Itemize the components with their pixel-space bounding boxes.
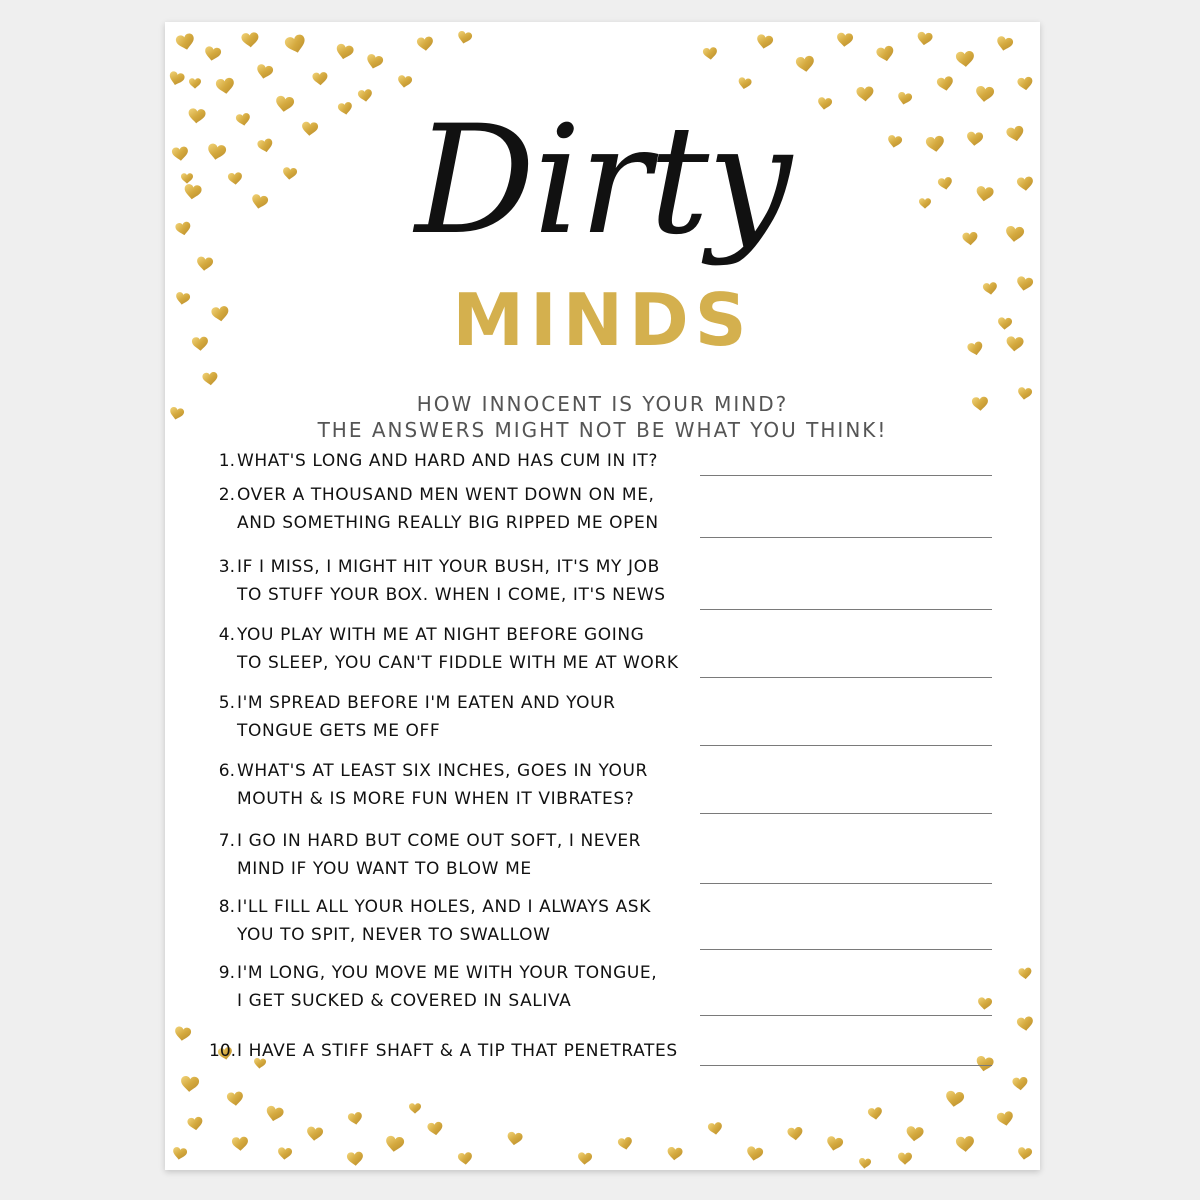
question-text-line: TO STUFF YOUR BOX. WHEN I COME, IT'S NEWS [237, 585, 666, 605]
subtitle-line-1: HOW INNOCENT IS YOUR MIND? [416, 392, 789, 416]
question-number: 5. [218, 693, 235, 713]
question-number: 7. [218, 831, 235, 851]
question-text-line: WHAT'S LONG AND HARD AND HAS CUM IN IT? [237, 451, 659, 471]
title-minds: MINDS [452, 278, 753, 362]
answer-line[interactable] [700, 813, 992, 814]
game-sheet [165, 22, 1040, 1170]
question-text-line: TONGUE GETS ME OFF [237, 721, 441, 741]
answer-line[interactable] [700, 677, 992, 678]
answer-line[interactable] [700, 1065, 992, 1066]
answer-line[interactable] [700, 609, 992, 610]
question-text-line: YOU TO SPIT, NEVER TO SWALLOW [237, 925, 551, 945]
question-text-line: MIND IF YOU WANT TO BLOW ME [237, 859, 532, 879]
question-text-line: MOUTH & IS MORE FUN WHEN IT VIBRATES? [237, 789, 635, 809]
question-number: 2. [218, 485, 235, 505]
question-number: 3. [218, 557, 235, 577]
question-text-line: I GET SUCKED & COVERED IN SALIVA [237, 991, 572, 1011]
answer-line[interactable] [700, 475, 992, 476]
question-number: 4. [218, 625, 235, 645]
question-text-line: I'LL FILL ALL YOUR HOLES, AND I ALWAYS ASK [237, 897, 651, 917]
question-number: 1. [218, 451, 235, 471]
question-text-line: I GO IN HARD BUT COME OUT SOFT, I NEVER [237, 831, 642, 851]
question-text-line: I'M LONG, YOU MOVE ME WITH YOUR TONGUE, [237, 963, 658, 983]
subtitle-line-2: THE ANSWERS MIGHT NOT BE WHAT YOU THINK! [317, 418, 888, 442]
question-list [165, 22, 1040, 1170]
question-text-line: OVER A THOUSAND MEN WENT DOWN ON ME, [237, 485, 655, 505]
question-number: 8. [218, 897, 235, 917]
question-text-line: WHAT'S AT LEAST SIX INCHES, GOES IN YOUR [237, 761, 648, 781]
question-text-line: IF I MISS, I MIGHT HIT YOUR BUSH, IT'S MY JOB [237, 557, 660, 577]
question-text-line: I'M SPREAD BEFORE I'M EATEN AND YOUR [237, 693, 616, 713]
answer-line[interactable] [700, 883, 992, 884]
answer-line[interactable] [700, 1015, 992, 1016]
question-text-line: TO SLEEP, YOU CAN'T FIDDLE WITH ME AT WORK [237, 653, 679, 673]
question-text-line: I HAVE A STIFF SHAFT & A TIP THAT PENETRATES [237, 1041, 678, 1061]
answer-line[interactable] [700, 949, 992, 950]
answer-line[interactable] [700, 745, 992, 746]
answer-line[interactable] [700, 537, 992, 538]
question-number: 6. [218, 761, 235, 781]
question-number: 9. [218, 963, 235, 983]
question-number: 10. [209, 1041, 237, 1061]
title-dirty: Dirty [415, 94, 790, 268]
question-text-line: YOU PLAY WITH ME AT NIGHT BEFORE GOING [237, 625, 645, 645]
question-text-line: AND SOMETHING REALLY BIG RIPPED ME OPEN [237, 513, 659, 533]
